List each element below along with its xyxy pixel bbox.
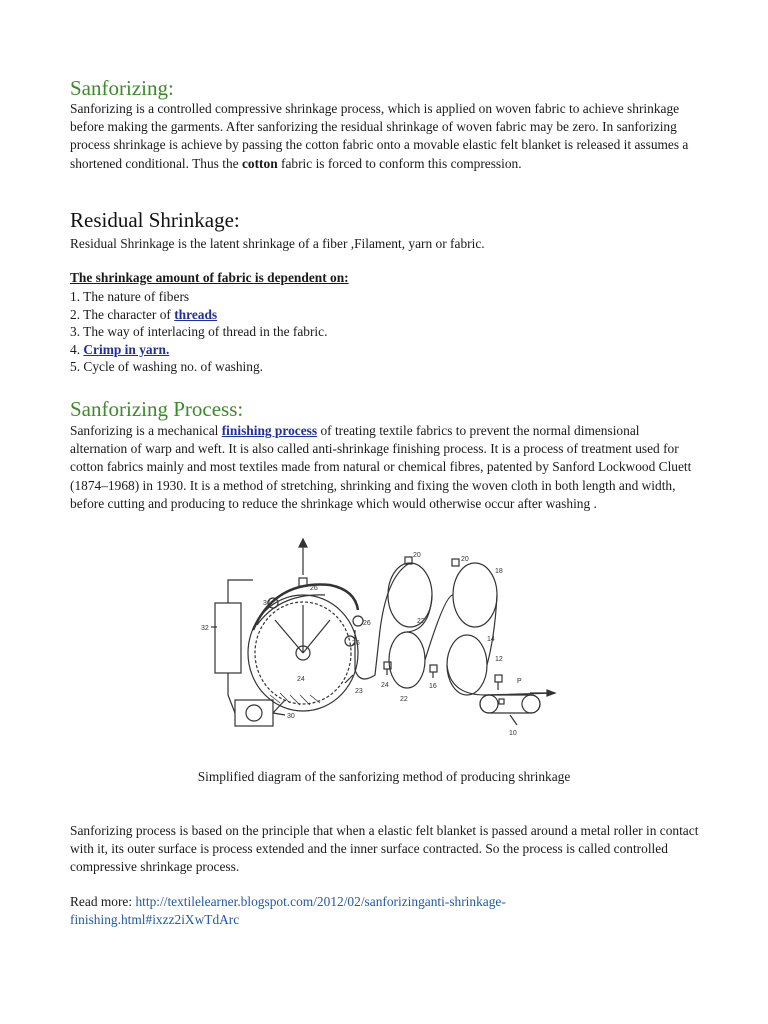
cylinder-18 [453, 563, 497, 627]
list-item-text: 4. [70, 341, 84, 357]
cylinder-14 [447, 635, 487, 695]
sanforizing-text-b: fabric is forced to conform this compression. [277, 155, 522, 171]
cotton-bold: cotton [241, 155, 278, 171]
diagram-caption: Simplified diagram of the sanforizing method of producing shrinkage [197, 769, 571, 784]
sanforizing-text-a: Sanforizing is a controlled compressive shrinkage process, which is applied on woven fabric to achieve shrinkage before making the garments. After sanforizing the residual shrinkage of woven fabric may be zero. In sanforizing process shrinkage is achieve by passing the cotton fabric onto a movable elastic felt blanket is released it assumes a shortened conditional. Thus the [70, 101, 689, 171]
read-more-link[interactable]: http://textilelearner.blogspot.com/2012/02/sanforizinganti-shrinkage-finishing.html#ixzz2iXwTdArc [70, 894, 506, 927]
list-item [70, 341, 327, 359]
label-12: 12 [495, 656, 503, 663]
label-22: 22 [417, 618, 425, 625]
crimp-in-yarn-link[interactable]: Crimp in yarn. [83, 341, 170, 357]
list-item-text: 2. The character of [70, 306, 175, 322]
label-20: 20 [413, 552, 421, 559]
label-36: 36 [263, 600, 271, 607]
threads-link[interactable]: threads [174, 306, 218, 322]
label-26: 26 [363, 620, 371, 627]
process-text-a: Sanforizing is a mechanical [70, 423, 222, 438]
list-item: 3. The way of interlacing of thread in the fabric. [70, 324, 328, 340]
read-more [70, 893, 670, 929]
unit-32-box [215, 603, 241, 673]
process-text-b: of treating textile fabrics to prevent the normal dimensional alternation of warp and weft. It is also called anti-shrinkage finishing process. It is a process of treatment used for cotton fabrics mainly and most textiles made from natural or chemical fibres, patented by Sanford Lockwood Cluett (1874–1968) in 1930. It is a method of stretching, shrinking and fixing the woven cloth in both length and width, before cutting and producing to reduce the shrinkage which would otherwise occur after washing . [70, 423, 692, 511]
label-24: 24 [381, 682, 389, 689]
label-23: 23 [355, 688, 363, 695]
list-item [70, 306, 327, 324]
label-18: 18 [495, 568, 503, 575]
residual-shrinkage-text: Residual Shrinkage is the latent shrinkage of a fiber ,Filament, yarn or fabric. [70, 236, 485, 251]
sanforizing-diagram [195, 535, 570, 745]
label-14: 14 [487, 636, 495, 643]
label-32: 32 [201, 625, 209, 632]
unit-30-box [235, 700, 273, 726]
label-26: 26 [352, 640, 360, 647]
cylinder-22-top [388, 563, 432, 627]
label-30: 30 [287, 713, 295, 720]
shrinkage-list-title: The shrinkage amount of fabric is dependent on: [70, 270, 349, 285]
label-22: 22 [400, 696, 408, 703]
list-item: 1. The nature of fibers [70, 289, 190, 304]
label-p: P [517, 678, 522, 685]
sanforizing-process-heading: Sanforizing Process: [70, 397, 244, 421]
shrinkage-factors-list [70, 288, 327, 376]
list-item: 5. Cycle of washing no. of washing. [70, 359, 264, 375]
sanforizing-paragraph [70, 100, 700, 173]
label-26: 26 [310, 585, 318, 592]
sanforizing-process-paragraph [70, 422, 700, 513]
residual-shrinkage-heading: Residual Shrinkage: [70, 208, 240, 232]
finishing-process-link[interactable]: finishing process [221, 423, 318, 438]
sanforizing-heading: Sanforizing: [70, 76, 174, 100]
read-more-label: Read more: [70, 894, 136, 909]
label-20: 20 [461, 556, 469, 563]
label-16: 16 [429, 683, 437, 690]
principle-paragraph: Sanforizing process is based on the principle that when a elastic felt blanket is passed around a metal roller in contact with it, its outer surface is process extended and the inner surface contracted. So the process is called controlled compressive shrinkage process. [70, 823, 699, 875]
cylinder-22-bottom [389, 632, 425, 688]
label-10: 10 [509, 730, 517, 737]
label-24: 24 [297, 676, 305, 683]
unit-30-roller [246, 705, 262, 721]
